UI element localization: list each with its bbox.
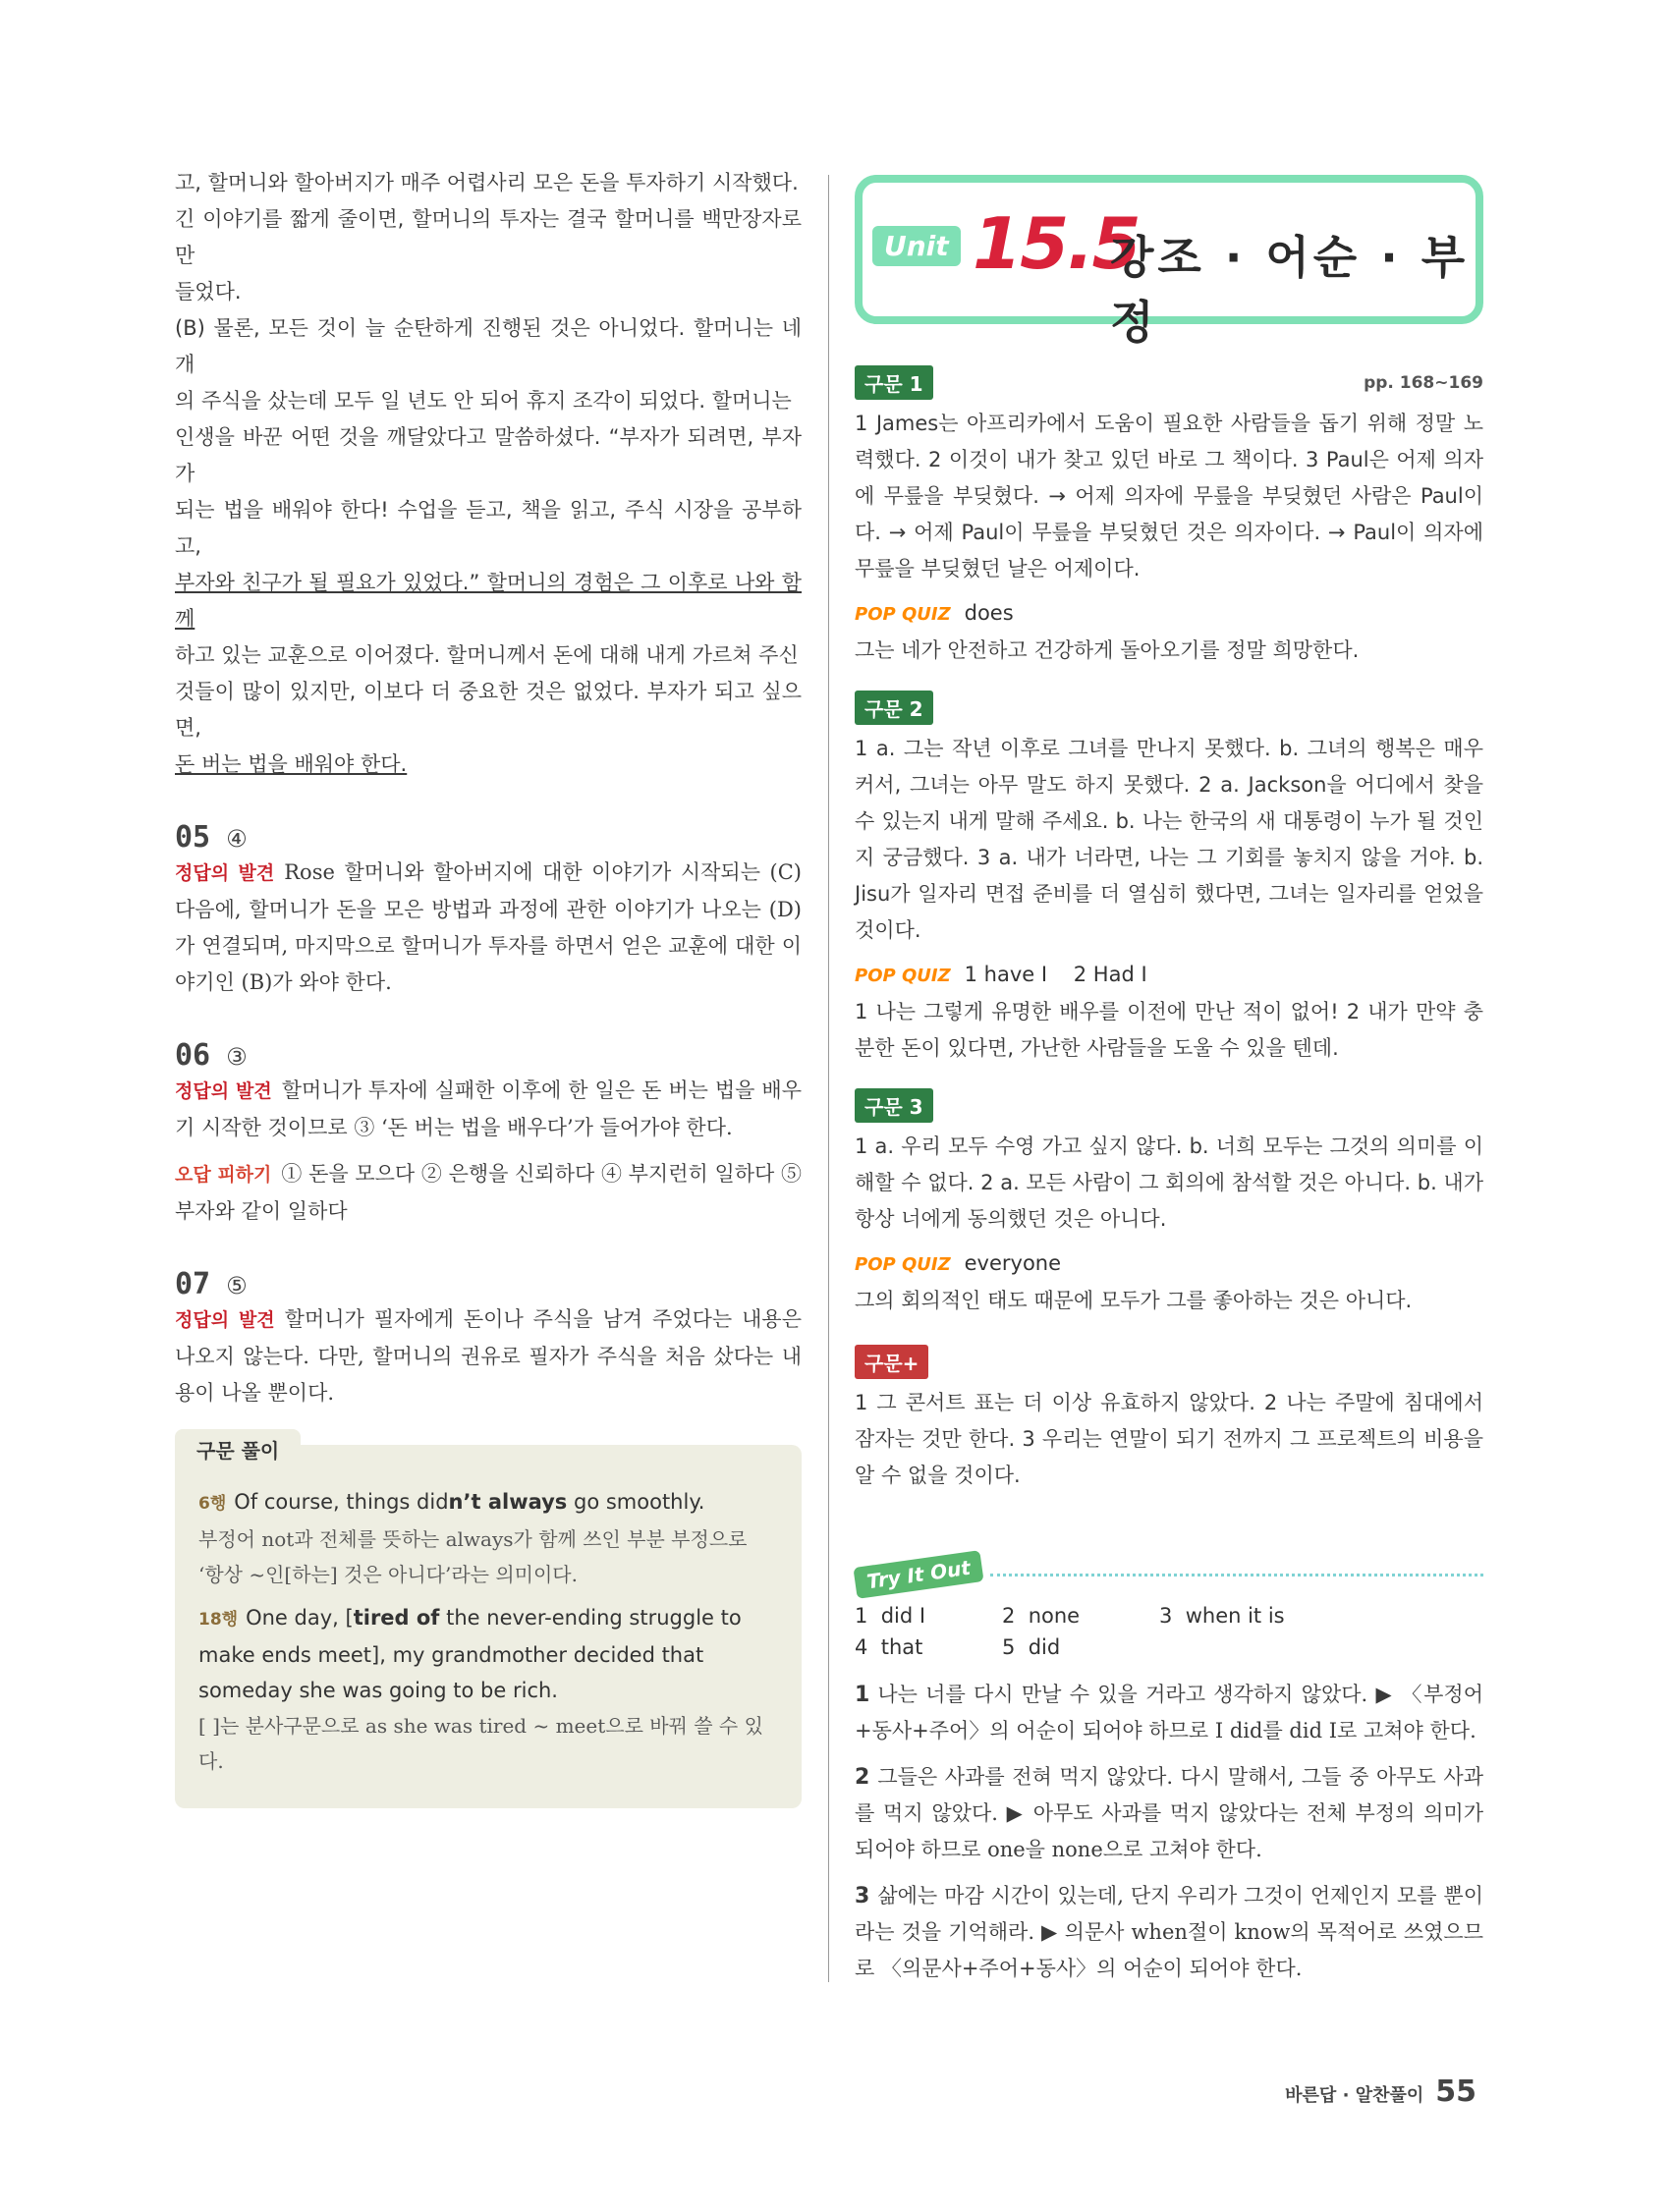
question-number: 05 <box>175 820 211 855</box>
question-number: 06 <box>175 1038 211 1073</box>
page-range: pp. 168~169 <box>1364 372 1483 393</box>
note-sentence-1 <box>198 1484 778 1521</box>
pop-quiz-logo <box>855 966 951 986</box>
answer-mark: ③ <box>226 1043 248 1071</box>
pop-quiz-label: POP QUIZ <box>855 604 951 625</box>
intro-line: 의 주식을 샀는데 모두 일 년도 안 되어 휴지 조각이 되었다. 할머니는 <box>175 389 792 413</box>
explanation-2 <box>855 1759 1483 1868</box>
sentence-text: Of course, things did <box>234 1490 449 1514</box>
question-05-header <box>175 820 802 855</box>
right-column <box>855 175 1483 1987</box>
explanation-3 <box>855 1878 1483 1987</box>
gumun-tag: 구문 1 <box>855 365 933 400</box>
pop-quiz-1 <box>855 595 1483 633</box>
intro-line: (B) 물론, 모든 것이 늘 순탄하게 진행된 것은 아니었다. 할머니는 네 개 <box>175 316 802 376</box>
answer-mark: ⑤ <box>226 1272 248 1300</box>
answer-item: 1 did I <box>855 1604 926 1628</box>
question-07-header <box>175 1267 802 1301</box>
pop-quiz-1-translation: 그는 네가 안전하고 건강하게 돌아오기를 정말 희망한다. <box>855 638 1360 662</box>
intro-line: 긴 이야기를 짧게 줄이면, 할머니의 투자는 결국 할머니를 백만장자로 만 <box>175 207 802 267</box>
answer-item: 4 that <box>855 1635 923 1659</box>
sentence-emphasis: tired of <box>353 1606 440 1630</box>
pop-quiz-label: POP QUIZ <box>855 966 951 986</box>
try-it-out-header <box>855 1555 1483 1594</box>
wrong-answer-tag: 오답 피하기 <box>175 1164 272 1186</box>
explanation-text: 삶에는 마감 시간이 있는데, 단지 우리가 그것이 언제인지 모를 뿐이라는 것을 기억해라. ▶ 의문사 when절이 know의 목적어로 쓰였으므로 〈의문사+주어+동사〉의 어순이 되어야 한다. <box>855 1884 1483 1980</box>
unit-header <box>855 175 1483 349</box>
answer-found-tag: 정답의 발견 <box>175 862 275 884</box>
pop-quiz-2-translation: 1 나는 그렇게 유명한 배우를 이전에 만난 적이 없어! 2 내가 만약 충분한 돈이 있다면, 가난한 사람들을 도울 수 있을 텐데. <box>855 1000 1483 1060</box>
line-tag: 18행 <box>198 1610 239 1630</box>
explanation-number: 2 <box>855 1765 870 1790</box>
explanation-text: 나는 너를 다시 만날 수 있을 거라고 생각하지 않았다. ▶ 〈부정어+동사+주어〉의 어순이 되어야 하므로 I did를 did I로 고쳐야 한다. <box>855 1683 1483 1742</box>
sentence-text: go smoothly. <box>574 1490 705 1514</box>
explanation-number: 3 <box>855 1884 870 1908</box>
line-tag: 6행 <box>198 1494 227 1514</box>
gumun-tag: 구문 2 <box>855 691 933 725</box>
note-explanation-1: 부정어 not과 전체를 뜻하는 always가 함께 쓰인 부분 부정으로 ‘항상 ~인[하는] 것은 아니다’라는 의미이다. <box>198 1527 748 1586</box>
pop-quiz-3-translation: 그의 회의적인 태도 때문에 모두가 그를 좋아하는 것은 아니다. <box>855 1289 1413 1312</box>
sentence-emphasis: n’t always <box>448 1490 568 1514</box>
intro-line: 부자와 친구가 될 필요가 있었다.” 할머니의 경험은 그 이후로 나와 함께 <box>175 571 802 631</box>
gumun-tag: 구문 3 <box>855 1088 933 1123</box>
question-number: 07 <box>175 1267 211 1301</box>
explanation-text: Rose 할머니와 할아버지에 대한 이야기가 시작되는 (C) 다음에, 할머니가 돈을 모은 방법과 과정에 관한 이야기가 나오는 (D)가 연결되며, 마지막으로 할머니가 투자를 하면서 얻은 교훈에 대한 이야기인 (B)가 와야 한다. <box>175 860 802 994</box>
gumun-plus-text: 1 그 콘서트 표는 더 이상 유효하지 않았다. 2 나는 주말에 침대에서 잠자는 것만 한다. 3 우리는 연말이 되기 전까지 그 프로젝트의 비용을 알 수 없을 것이다. <box>855 1391 1483 1487</box>
gumun-3-text: 1 a. 우리 모두 수영 가고 싶지 않다. b. 너희 모두는 그것의 의미를 이해할 수 없다. 2 a. 모든 사람이 그 회의에 참석할 것은 아니다. b. 내가 항상 너에게 동의했던 것은 아니다. <box>855 1134 1483 1231</box>
question-05-explanation <box>175 855 802 1001</box>
question-06-explanation <box>175 1073 802 1146</box>
explanation-text: 그들은 사과를 전혀 먹지 않았다. 다시 말해서, 그들 중 아무도 사과를 먹지 않았다. ▶ 아무도 사과를 먹지 않았다는 전체 부정의 의미가 되어야 하므로 one을 none으로 고쳐야 한다. <box>855 1765 1483 1861</box>
pop-quiz-answer: 1 have I 2 Had I <box>964 963 1147 986</box>
intro-line: 하고 있는 교훈으로 이어졌다. 할머니께서 돈에 대해 내게 가르쳐 주신 <box>175 643 799 667</box>
intro-line: 것들이 많이 있지만, 이보다 더 중요한 것은 없었다. 부자가 되고 싶으면, <box>175 680 802 740</box>
left-column <box>175 165 802 1808</box>
wrong-answer-text: ① 돈을 모으다 ② 은행을 신뢰하다 ④ 부지런히 일하다 ⑤ 부자와 같이 일하다 <box>175 1162 803 1223</box>
gumun-2-text: 1 a. 그는 작년 이후로 그녀를 만나지 못했다. b. 그녀의 행복은 매우 커서, 그녀는 아무 말도 하지 못했다. 2 a. Jackson을 어디에서 찾을 수 있는지 내게 말해 주세요. b. 나는 한국의 새 대통령이 누가 될 것인지 궁금했다. 3 a. 내가 너라면, 나는 그 기회를 놓치지 않을 거야. b. Jisu가 일자리 면접 준비를 더 열심히 했다면, 그녀는 일자리를 얻었을 것이다. <box>855 737 1483 942</box>
pop-quiz-answer: everyone <box>964 1251 1062 1275</box>
gumun-2-header <box>855 691 1483 725</box>
explanation-number: 1 <box>855 1683 870 1707</box>
pop-quiz-2 <box>855 957 1483 994</box>
note-sentence-2 <box>198 1600 778 1708</box>
intro-line: 돈 버는 법을 배워야 한다. <box>175 752 408 776</box>
note-title: 구문 풀이 <box>175 1429 301 1469</box>
syntax-note-box <box>175 1439 802 1808</box>
page-number: 55 <box>1435 2074 1476 2109</box>
intro-line: 들었다. <box>175 280 242 304</box>
pop-quiz-logo <box>855 1254 951 1275</box>
unit-badge: Unit <box>872 226 961 266</box>
gumun-3-header <box>855 1088 1483 1123</box>
question-07-explanation <box>175 1301 802 1411</box>
gumun-plus-tag: 구문+ <box>855 1345 928 1379</box>
answer-item: 5 did <box>1002 1635 1061 1659</box>
dotted-rule <box>990 1574 1483 1576</box>
gumun-1-text: 1 James는 아프리카에서 도움이 필요한 사람들을 돕기 위해 정말 노력했다. 2 이것이 내가 찾고 있던 바로 그 책이다. 3 Paul은 어제 의자에 무릎을 부딪혔다. → 어제 의자에 무릎을 부딪혔던 사람은 Paul이다. → 어제 Paul이 무릎을 부딪혔던 것은 의자이다. → Paul이 의자에 무릎을 부딪혔던 날은 어제이다. <box>855 412 1483 581</box>
footer-label: 바른답 · 알찬풀이 <box>1285 2085 1424 2106</box>
unit-number: 15.5 <box>973 202 1140 285</box>
note-explanation-2: [ ]는 분사구문으로 as she was tired ~ meet으로 바꿔 쓸 수 있다. <box>198 1714 763 1773</box>
intro-paragraph <box>175 165 802 783</box>
answer-found-tag: 정답의 발견 <box>175 1080 272 1102</box>
intro-line: 인생을 바꾼 어떤 것을 깨달았다고 말씀하셨다. “부자가 되려면, 부자가 <box>175 425 802 485</box>
sentence-text: One day, [ <box>246 1606 354 1630</box>
answer-mark: ④ <box>226 825 248 853</box>
pop-quiz-answer: does <box>964 601 1014 625</box>
gumun-1-header <box>855 365 1483 400</box>
try-it-out-badge: Try It Out <box>853 1550 983 1599</box>
intro-line: 고, 할머니와 할아버지가 매주 어렵사리 모은 돈을 투자하기 시작했다. <box>175 171 799 194</box>
explanation-1 <box>855 1677 1483 1749</box>
question-06-header <box>175 1038 802 1073</box>
sentence-text: the never-ending struggle to make ends meet], my grandmother decided that someday she was going to be rich. <box>198 1606 742 1702</box>
answer-item: 2 none <box>1002 1604 1081 1628</box>
explanation-text: 할머니가 투자에 실패한 이후에 한 일은 돈 버는 법을 배우기 시작한 것이므로 ③ ‘돈 버는 법을 배우다’가 들어가야 한다. <box>175 1078 802 1139</box>
question-06-wrong-answers <box>175 1156 802 1230</box>
explanation-text: 할머니가 필자에게 돈이나 주식을 남겨 주었다는 내용은 나오지 않는다. 다만, 할머니의 권유로 필자가 주식을 처음 샀다는 내용이 나올 뿐이다. <box>175 1307 802 1405</box>
answer-found-tag: 정답의 발견 <box>175 1309 275 1331</box>
pop-quiz-label: POP QUIZ <box>855 1254 951 1275</box>
answer-item: 3 when it is <box>1159 1604 1285 1628</box>
unit-title: 강조 · 어순 · 부정 <box>1110 231 1470 349</box>
column-divider <box>828 175 829 1982</box>
page-footer <box>1285 2074 1476 2109</box>
gumun-plus-header <box>855 1345 1483 1379</box>
try-answers <box>855 1604 1483 1659</box>
pop-quiz-logo <box>855 604 951 625</box>
pop-quiz-3 <box>855 1245 1483 1283</box>
intro-line: 되는 법을 배워야 한다! 수업을 듣고, 책을 읽고, 주식 시장을 공부하고, <box>175 498 802 558</box>
